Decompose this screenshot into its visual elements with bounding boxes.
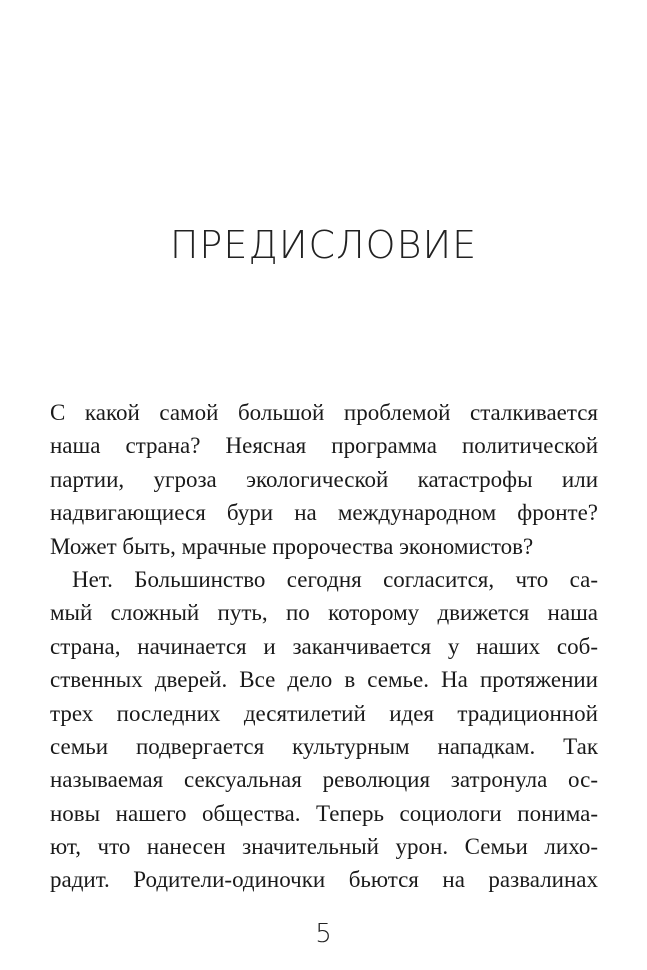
text-line: С какой самой большой проблемой сталкивается — [50, 400, 598, 425]
text-line: наша страна? Неясная программа политической — [50, 433, 598, 459]
text-line: называемая сексуальная революция затронула ос- — [50, 767, 598, 793]
text-line: радит. Родители-одиночки бьются на развалинах — [50, 867, 598, 893]
text-line: мый сложный путь, по которому движется наша — [50, 600, 598, 626]
page-number: 5 — [315, 919, 332, 949]
text-line: трех последних десятилетий идея традиционной — [50, 700, 598, 726]
text-line: ют, что нанесен значительный урон. Семьи лихо- — [50, 834, 598, 860]
text-line: Может быть, мрачные пророчества экономистов? — [50, 533, 534, 559]
body-text — [50, 396, 598, 897]
text-line: новы нашего общества. Теперь социологи понима- — [50, 800, 598, 826]
text-line: партии, угроза экологической катастрофы или — [50, 466, 598, 492]
chapter-title: ПРЕДИСЛОВИЕ — [169, 223, 478, 267]
text-line: Нет. Большинство сегодня согласится, что са- — [72, 566, 598, 592]
text-line: ственных дверей. Все дело в семье. На протяжении — [50, 667, 598, 693]
text-line: страна, начинается и заканчивается у наших соб- — [50, 633, 598, 659]
text-line: надвигающиеся бури на международном фронте? — [50, 500, 598, 526]
text-line: семьи подвергается культурным нападкам. Так — [50, 733, 598, 759]
